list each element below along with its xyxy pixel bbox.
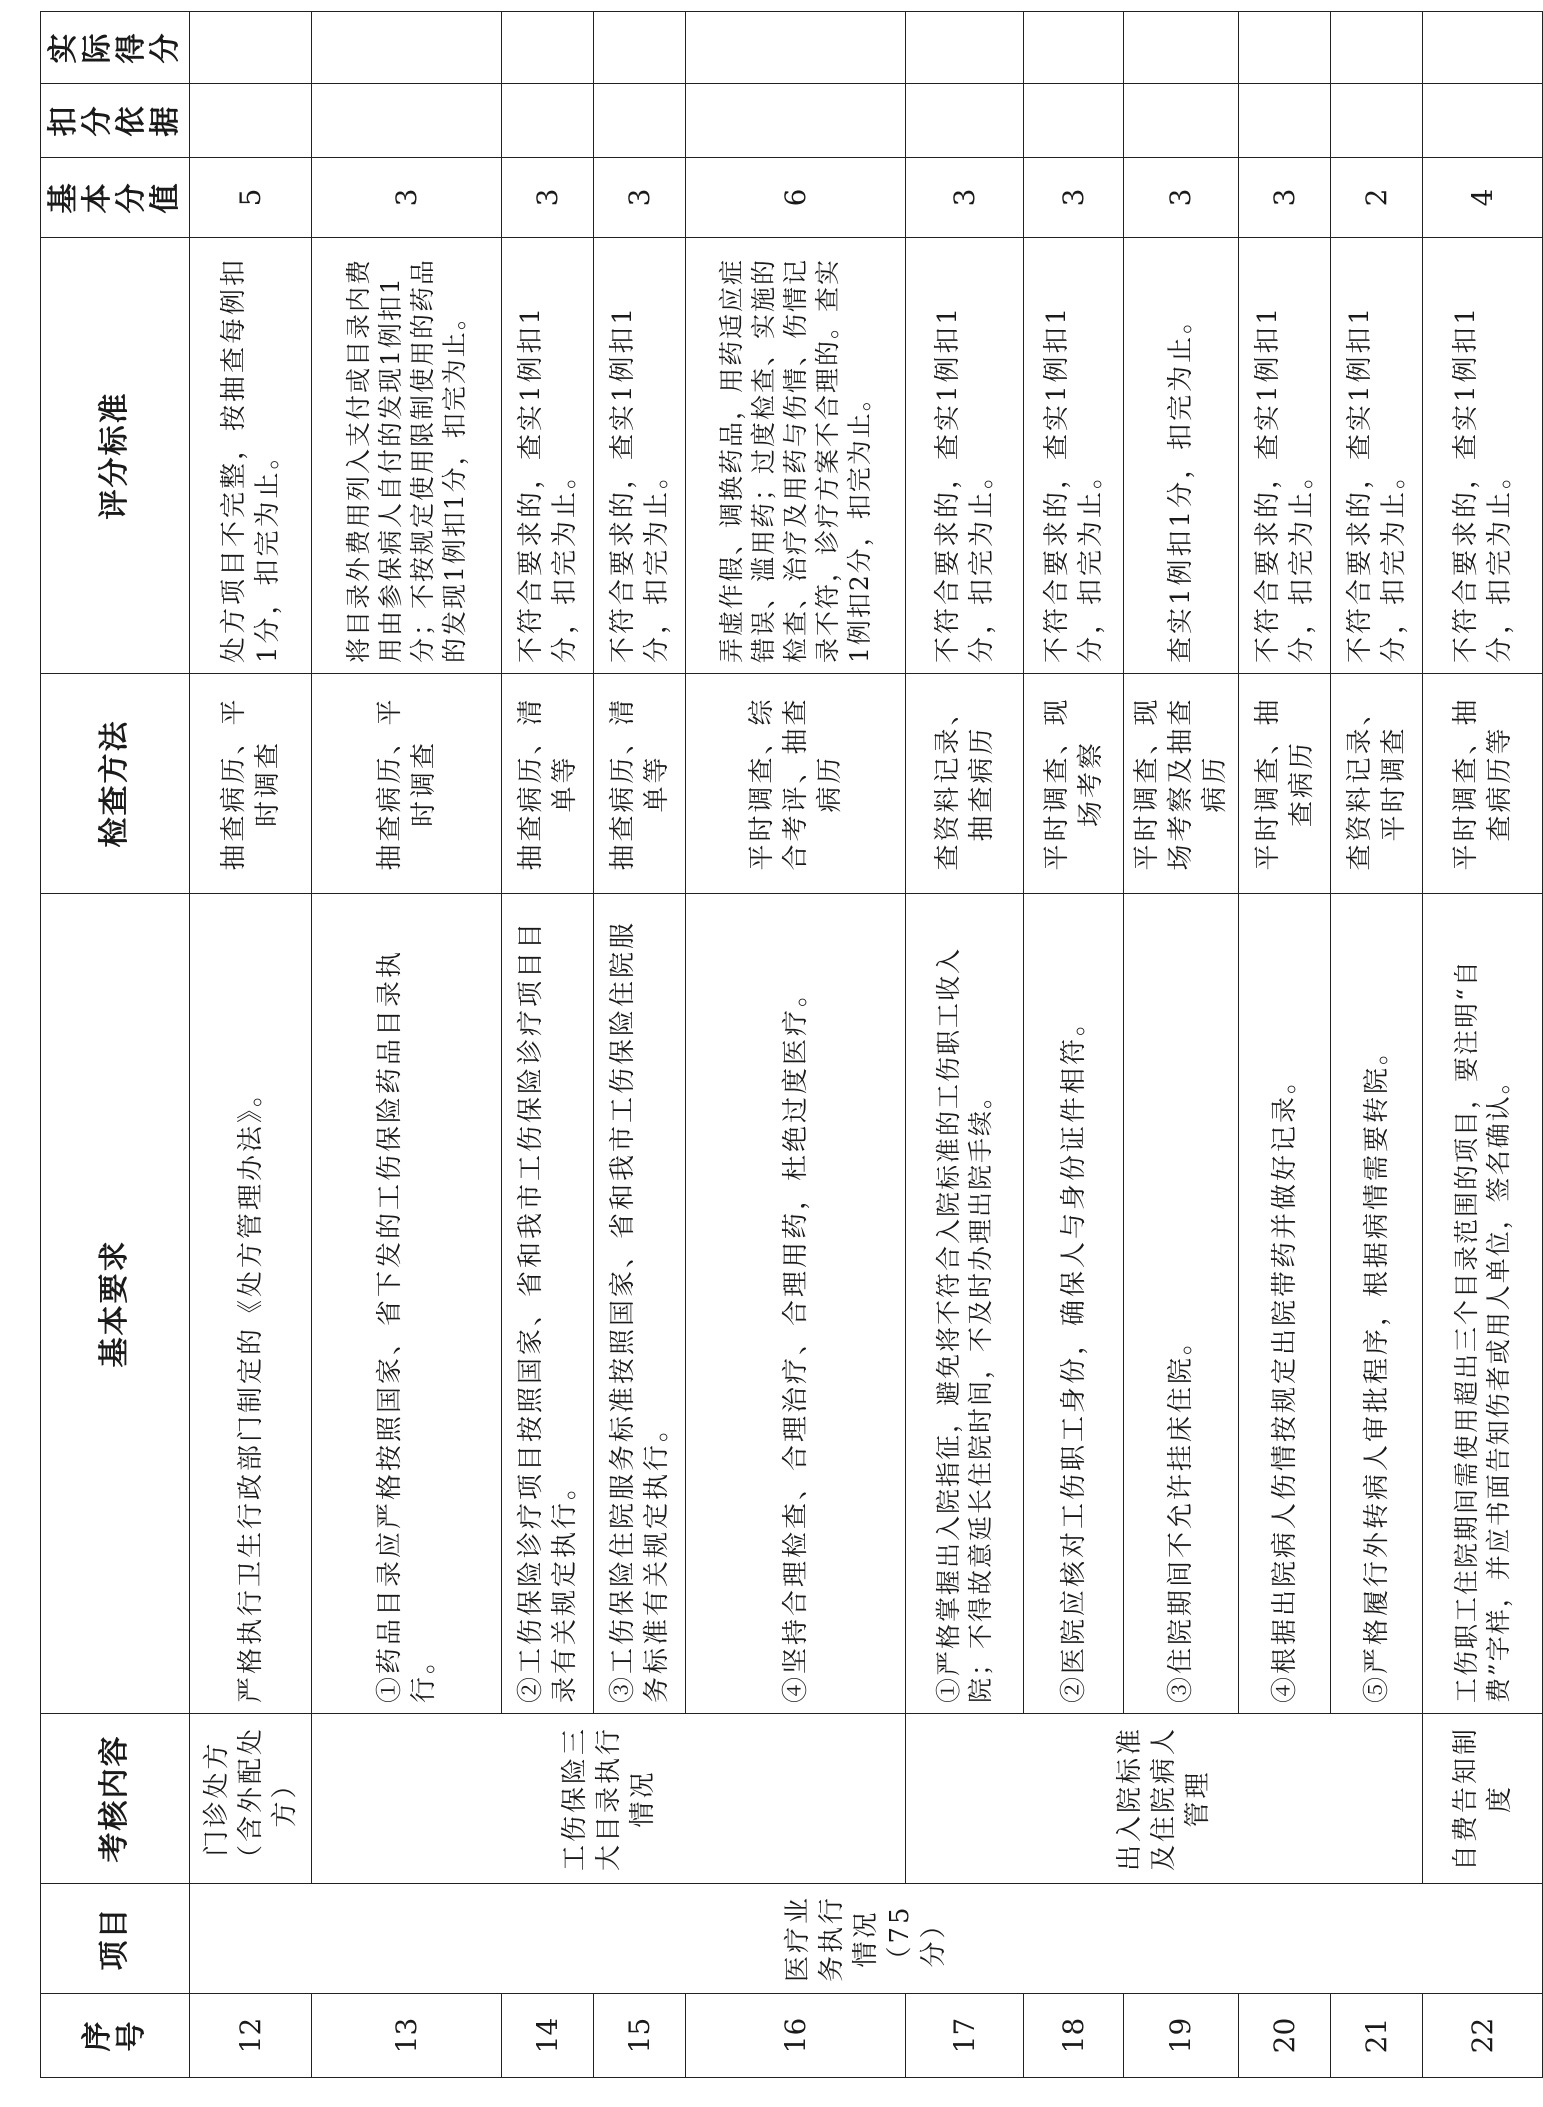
method-cell: 抽查病历、清单等 [502, 674, 594, 894]
row-seq: 15 [594, 1994, 686, 2078]
deduction-basis-cell [1239, 84, 1331, 158]
deduction-basis-cell [686, 84, 906, 158]
header-row [41, 12, 190, 2078]
table-row [1423, 12, 1543, 2078]
requirement-cell: ④坚持合理检查、合理治疗、合理用药，杜绝过度医疗。 [686, 894, 906, 1714]
actual-score-cell [502, 12, 594, 84]
actual-score-cell [1124, 12, 1239, 84]
actual-score-cell [190, 12, 312, 84]
standard-cell: 弄虚作假、调换药品，用药适应症错误、滥用药；过度检查、实施的检查、治疗及用药与伤情、伤情记录不符，诊疗方案不合理的。查实1例扣2分，扣完为止。 [686, 238, 906, 674]
method-cell: 平时调查、抽查病历 [1239, 674, 1331, 894]
actual-score-cell [686, 12, 906, 84]
row-seq: 18 [1024, 1994, 1124, 2078]
method-cell: 查资料记录、抽查病历 [906, 674, 1024, 894]
requirement-cell: ⑤严格履行外转病人审批程序，根据病情需要转院。 [1331, 894, 1423, 1714]
actual-score-cell [1024, 12, 1124, 84]
method-cell: 抽查病历、清单等 [594, 674, 686, 894]
deduction-basis-cell [312, 84, 502, 158]
standard-cell: 不符合要求的，查实1例扣1分，扣完为止。 [906, 238, 1024, 674]
method-cell: 平时调查、现场考察及抽查病历 [1124, 674, 1239, 894]
content-cell: 门诊处方（含外配处方） [190, 1714, 312, 1884]
base-score-cell: 2 [1331, 158, 1423, 238]
actual-score-cell [1423, 12, 1543, 84]
deduction-basis-cell [1024, 84, 1124, 158]
base-score-cell: 3 [594, 158, 686, 238]
row-seq: 14 [502, 1994, 594, 2078]
standard-cell: 不符合要求的，查实1例扣1分，扣完为止。 [1239, 238, 1331, 674]
row-seq: 12 [190, 1994, 312, 2078]
row-seq: 19 [1124, 1994, 1239, 2078]
item-cell: 医疗业务执行情况（75分） [190, 1884, 1543, 1994]
base-score-cell: 3 [1124, 158, 1239, 238]
base-score-cell: 4 [1423, 158, 1543, 238]
header-base-score: 基本分值 [41, 158, 190, 238]
deduction-basis-cell [1124, 84, 1239, 158]
base-score-cell: 6 [686, 158, 906, 238]
standard-cell: 处方项目不完整，按抽查每例扣1分，扣完为止。 [190, 238, 312, 674]
actual-score-cell [906, 12, 1024, 84]
header-content: 考核内容 [41, 1714, 190, 1884]
actual-score-cell [312, 12, 502, 84]
content-cell: 自费告知制度 [1423, 1714, 1543, 1884]
standard-cell: 查实1例扣1分，扣完为止。 [1124, 238, 1239, 674]
row-seq: 16 [686, 1994, 906, 2078]
requirement-cell: ③工伤保险住院服务标准按照国家、省和我市工伤保险住院服务标准有关规定执行。 [594, 894, 686, 1714]
requirement-cell: ①严格掌握出入院指征，避免将不符合入院标准的工伤职工收入院；不得故意延长住院时间，不及时办理出院手续。 [906, 894, 1024, 1714]
row-seq: 20 [1239, 1994, 1331, 2078]
method-cell: 平时调查、现场考察 [1024, 674, 1124, 894]
base-score-cell: 5 [190, 158, 312, 238]
requirement-cell: ③住院期间不允许挂床住院。 [1124, 894, 1239, 1714]
base-score-cell: 3 [312, 158, 502, 238]
row-seq: 22 [1423, 1994, 1543, 2078]
base-score-cell: 3 [1024, 158, 1124, 238]
rotated-table-wrapper [40, 12, 1515, 2078]
table-row [312, 12, 502, 2078]
row-seq: 13 [312, 1994, 502, 2078]
actual-score-cell [1331, 12, 1423, 84]
standard-cell: 不符合要求的，查实1例扣1分，扣完为止。 [502, 238, 594, 674]
base-score-cell: 3 [502, 158, 594, 238]
deduction-basis-cell [502, 84, 594, 158]
method-cell: 平时调查、综合考评、抽查病历 [686, 674, 906, 894]
header-requirement: 基本要求 [41, 894, 190, 1714]
method-cell: 平时调查、抽查病历等 [1423, 674, 1543, 894]
header-deduction-basis: 扣分依据 [41, 84, 190, 158]
requirement-cell: 工伤职工住院期间需使用超出三个目录范围的项目，要注明“自费”字样，并应书面告知伤者或用人单位，签名确认。 [1423, 894, 1543, 1714]
method-cell: 查资料记录、平时调查 [1331, 674, 1423, 894]
header-seq: 序号 [41, 1994, 190, 2078]
standard-cell: 不符合要求的，查实1例扣1分，扣完为止。 [1331, 238, 1423, 674]
deduction-basis-cell [1423, 84, 1543, 158]
header-item: 项目 [41, 1884, 190, 1994]
content-cell: 出入院标准及住院病人管理 [906, 1714, 1423, 1884]
requirement-cell: ②工伤保险诊疗项目按照国家、省和我市工伤保险诊疗项目目录有关规定执行。 [502, 894, 594, 1714]
actual-score-cell [1239, 12, 1331, 84]
deduction-basis-cell [1331, 84, 1423, 158]
requirement-cell: 严格执行卫生行政部门制定的《处方管理办法》。 [190, 894, 312, 1714]
method-cell: 抽查病历、平时调查 [190, 674, 312, 894]
requirement-cell: ①药品目录应严格按照国家、省下发的工伤保险药品目录执行。 [312, 894, 502, 1714]
base-score-cell: 3 [1239, 158, 1331, 238]
scoring-table [40, 11, 1543, 2078]
header-method: 检查方法 [41, 674, 190, 894]
content-cell: 工伤保险三大目录执行情况 [312, 1714, 906, 1884]
standard-cell: 将目录外费用列入支付或目录内费用由参保病人自付的发现1例扣1分；不按规定使用限制使用的药品的发现1例扣1分，扣完为止。 [312, 238, 502, 674]
requirement-cell: ②医院应核对工伤职工身份，确保人与身份证件相符。 [1024, 894, 1124, 1714]
row-seq: 21 [1331, 1994, 1423, 2078]
standard-cell: 不符合要求的，查实1例扣1分，扣完为止。 [1423, 238, 1543, 674]
header-standard: 评分标准 [41, 238, 190, 674]
base-score-cell: 3 [906, 158, 1024, 238]
deduction-basis-cell [594, 84, 686, 158]
deduction-basis-cell [906, 84, 1024, 158]
deduction-basis-cell [190, 84, 312, 158]
standard-cell: 不符合要求的，查实1例扣1分，扣完为止。 [594, 238, 686, 674]
table-row [190, 12, 312, 2078]
actual-score-cell [594, 12, 686, 84]
standard-cell: 不符合要求的，查实1例扣1分，扣完为止。 [1024, 238, 1124, 674]
method-cell: 抽查病历、平时调查 [312, 674, 502, 894]
table-row [906, 12, 1024, 2078]
requirement-cell: ④根据出院病人伤情按规定出院带药并做好记录。 [1239, 894, 1331, 1714]
row-seq: 17 [906, 1994, 1024, 2078]
header-actual-score: 实际得分 [41, 12, 190, 84]
